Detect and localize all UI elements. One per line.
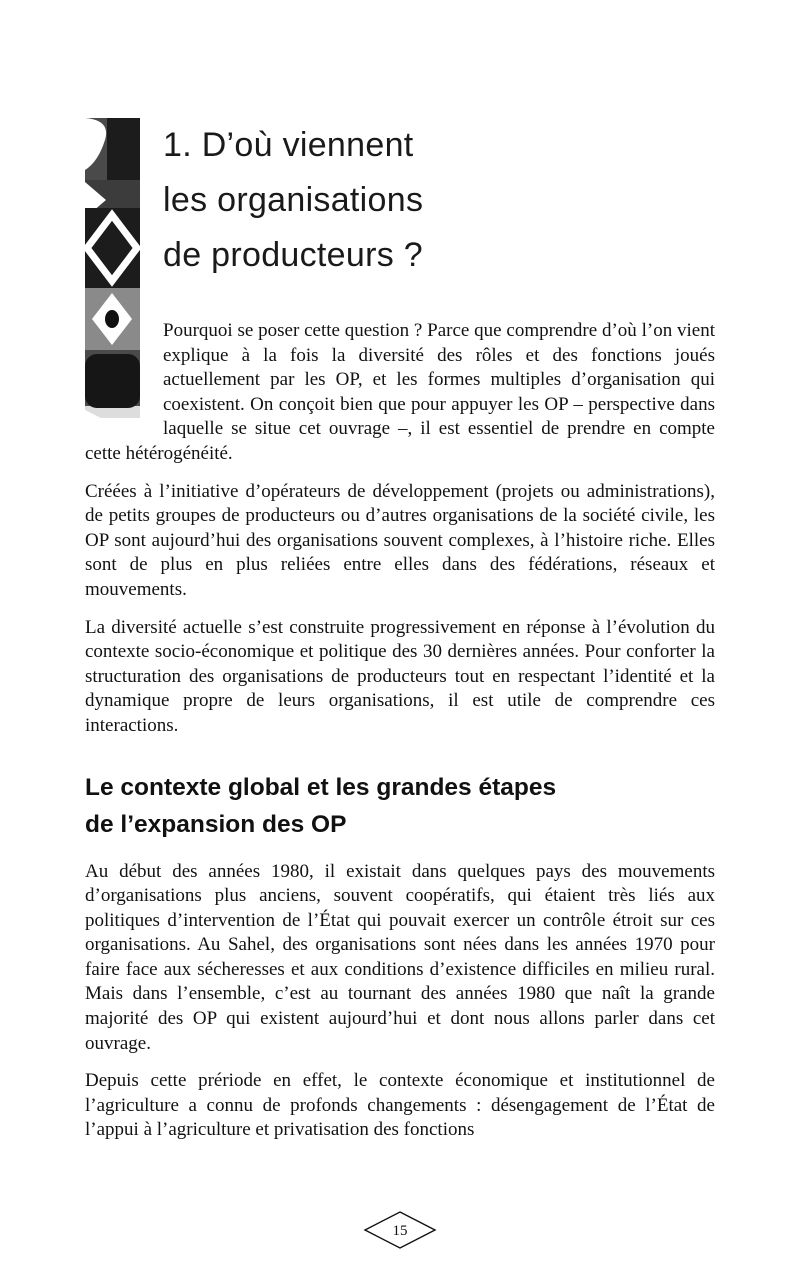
page-number-diamond-icon	[363, 1210, 437, 1250]
paragraph-context: Depuis cette prériode en effet, le contexte économique et institutionnel de l’agriculture a connu de profonds changements : désengagement de l’État de l’appui à l’agriculture et privatisation des fonctions	[85, 1070, 715, 1141]
chapter-title-line: les organisations	[163, 181, 424, 219]
paragraph-1980s: Au début des années 1980, il existait dans quelques pays des mouvements d’organisations plus anciens, souvent coopératifs, qui étaient très liés aux politiques d’intervention de l’État qui pouvait exercer un contrôle étroit sur ces organisations. Au Sahel, des organisations sont nées dans les années 1970 pour faire face aux sécheresses et aux conditions d’existence difficiles en milieu rural. Mais dans l’ensemble, c’est au tournant des années 1980 que naît la grande majorité des OP qui existent aujourd’hui et dont nous allons parler dans cet ouvrage.	[85, 860, 715, 1054]
section-heading	[85, 769, 715, 843]
page-footer	[0, 1210, 800, 1250]
page-number: 15	[392, 1223, 408, 1239]
paragraph-diversity: La diversité actuelle s’est construite progressivement en réponse à l’évolution du contexte socio-économique et politique des 30 dernières années. Pour conforter la structuration des organisations de producteurs tout en respectant l’identité et la dynamique propre de leurs organisations, il est utile de comprendre ces interactions.	[85, 616, 715, 736]
chapter-title	[85, 118, 715, 283]
chapter-title-line: 1. D’où viennent	[163, 126, 414, 164]
chapter-head	[85, 118, 715, 467]
chapter-ornament-icon	[85, 118, 140, 418]
section-heading-line: Le contexte global et les grandes étapes	[85, 773, 557, 801]
section-heading-line: de l’expansion des OP	[85, 810, 347, 838]
paragraph-intro: Pourquoi se poser cette question ? Parce que comprendre d’où l’on vient explique à la fois la diversité des rôles et des fonctions joués actuellement par les OP, et les formes multiples d’organisation qui coexistent. On conçoit bien que pour appuyer les OP – perspective dans laquelle se situe cet ouvrage –, il est essentiel de prendre en compte cette hétérogénéité.	[85, 320, 715, 464]
chapter-title-line: de producteurs ?	[163, 236, 423, 274]
paragraph-origins: Créées à l’initiative d’opérateurs de développement (projets ou administrations), de petits groupes de producteurs ou d’autres organisations de la société civile, les OP sont aujourd’hui des organisations souvent complexes, à l’histoire riche. Elles sont de plus en plus reliées entre elles dans des fédérations, réseaux et mouvements.	[85, 480, 715, 600]
